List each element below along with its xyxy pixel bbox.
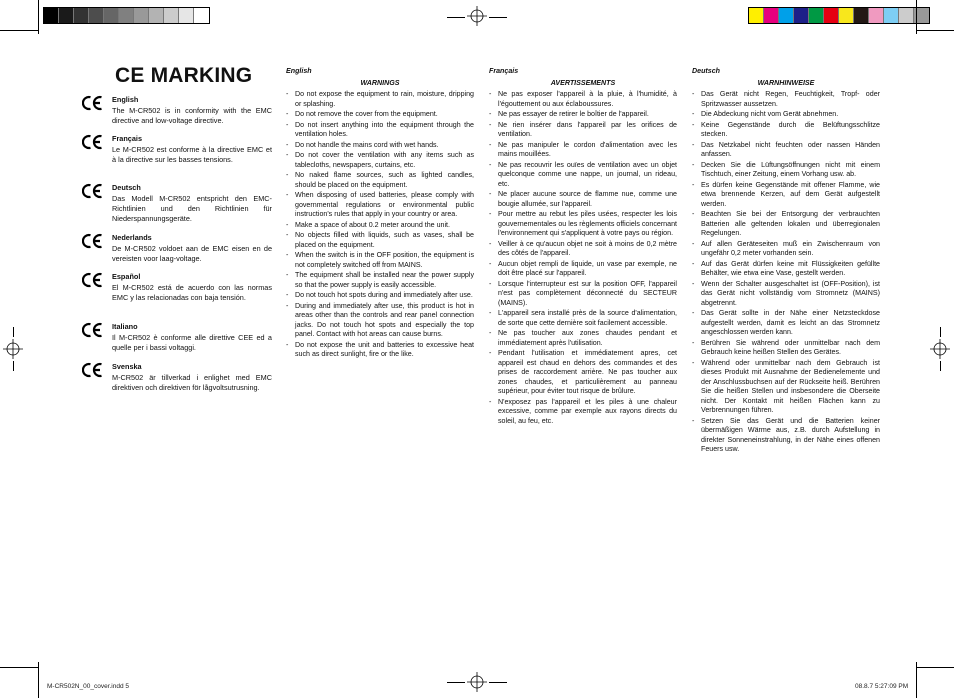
warning-text: Make a space of about 0.2 meter around the unit. (295, 220, 450, 229)
warning-item (489, 398, 677, 427)
warning-text: Es dürfen keine Gegenstände mit offener Flamme, wie etwa brennende Kerzen, auf dem Gerät aufgestellt werden. (701, 180, 880, 208)
warning-text: Die Abdeckung nicht vom Gerät abnehmen. (701, 110, 839, 118)
warning-text: Ne pas recouvrir les ouïes de ventilation avec un objet quelconque comme une nappe, un journal, un rideau, etc. (498, 160, 677, 188)
fold-mark (13, 361, 14, 371)
warning-text: Pour mettre au rebut les piles usées, respecter les lois gouvernementales ou les règlements officiels concernant l'environnement qui s'appliquent à votre pays ou région. (498, 210, 677, 237)
bullet-dash: - (286, 110, 289, 118)
bullet-dash: - (286, 340, 289, 349)
registration-mark-right (930, 339, 950, 359)
warning-text: Während oder unmittelbar nach dem Gebrauch ist dieses Produkt mit Ausnahme der Bedienelemente und der Anschlussbuchsen auf der Rückseite heiß. Berühren Sie die heißen Stellen und insbesondere die Oberseite nicht. Der Kontakt mit heißen Flächen kann zu Verbrennungen führen. (701, 358, 880, 414)
crop-mark (916, 662, 917, 698)
crop-mark (916, 667, 954, 668)
warning-item (489, 161, 677, 190)
bullet-dash: - (692, 180, 695, 189)
crop-mark (0, 667, 38, 668)
ce-lang-label: English (112, 95, 139, 104)
color-swatch (809, 8, 824, 23)
bullet-dash: - (489, 160, 492, 169)
warning-text: When disposing of used batteries, please comply with governmental regulations or environmental public instruction's rules that apply in your country or area. (295, 191, 474, 218)
column-heading: AVERTISSEMENTS (550, 78, 616, 87)
ce-lang-label: Nederlands (112, 233, 152, 242)
color-swatch (134, 8, 149, 23)
bullet-dash: - (692, 358, 695, 367)
color-swatch (89, 8, 104, 23)
ce-lang-label: Français (112, 134, 143, 143)
warning-text: Do not touch hot spots during and immediately after use. (295, 291, 473, 299)
bullet-dash: - (489, 239, 492, 248)
color-swatch (884, 8, 899, 23)
warning-item (286, 231, 474, 250)
bullet-dash: - (286, 231, 289, 239)
warning-text: Das Netzkabel nicht feuchten oder nassen Händen anfassen. (701, 140, 880, 158)
bullet-dash: - (489, 397, 492, 406)
color-swatch (179, 8, 194, 23)
bullet-dash: - (692, 210, 695, 218)
registration-mark-top (467, 6, 487, 26)
bullet-dash: - (286, 251, 289, 259)
file-slug: M-CR502N_00_cover.indd 5 (47, 683, 130, 690)
column-heading: WARNHINWEISE (757, 78, 815, 87)
ce-logo-icon (82, 134, 104, 150)
warning-text: Lorsque l'interrupteur est sur la position OFF, l'appareil n'est pas complètement déconnecté du SECTEUR (MAINS). (498, 279, 677, 307)
warning-item (489, 190, 677, 209)
bullet-dash: - (692, 259, 695, 268)
crop-mark (916, 30, 954, 31)
color-swatch (44, 8, 59, 23)
ce-logo-icon (82, 362, 104, 378)
warning-text: Ne rien insérer dans l'appareil par les orifices de ventilation. (498, 120, 677, 138)
warning-item (692, 110, 880, 120)
fold-mark (447, 17, 465, 18)
ce-statement: De M-CR502 voldoet aan de EMC eisen en de vereisten voor laag-voltage. (112, 244, 272, 263)
warning-list (692, 90, 880, 455)
warning-item (692, 210, 880, 239)
bullet-dash: - (489, 329, 492, 337)
warning-item (286, 110, 474, 120)
bullet-dash: - (692, 120, 695, 129)
warning-text: Do not handle the mains cord with wet hands. (295, 140, 439, 149)
ce-logo-icon (82, 322, 104, 338)
bullet-dash: - (692, 416, 695, 425)
ce-statement: M-CR502 är tillverkad i enlighet med EMC direktiven och direktiven för lågvoltsutrusning. (112, 373, 272, 392)
warning-item (489, 210, 677, 239)
warning-text: Ne pas toucher aux zones chaudes pendant et immédiatement après l'utilisation. (498, 329, 677, 347)
bullet-dash: - (692, 110, 695, 118)
warning-item (489, 240, 677, 259)
warnings-column-english (286, 67, 474, 361)
warning-text: Berühren Sie während oder unmittelbar nach dem Gebrauch keine heißen Stellen des Gerätes. (701, 338, 880, 356)
ce-statement: Das Modell M-CR502 entspricht den EMC-Richtlinien und den Richtlinien für Niederspannungsgeräte. (112, 194, 272, 223)
color-swatch (764, 8, 779, 23)
bullet-dash: - (286, 291, 289, 299)
warning-text: The equipment shall be installed near the power supply so that the power supply is easily accessible. (295, 271, 474, 289)
color-swatch (119, 8, 134, 23)
warning-item (489, 90, 677, 109)
bullet-dash: - (286, 120, 289, 129)
ce-lang-label: Italiano (112, 322, 138, 331)
ce-statement: Le M-CR502 est conforme à la directive EMC et à la directive sur les basses tensions. (112, 145, 272, 164)
warning-text: When the switch is in the OFF position, the equipment is not completely switched off from MAINS. (295, 251, 474, 269)
fold-mark (940, 327, 941, 337)
warning-text: Veiller à ce qu'aucun objet ne soit à moins de 0,2 mètre des côtés de l'appareil. (498, 239, 677, 257)
ce-lang-label: Español (112, 272, 141, 281)
warning-text: Das Gerät sollte in der Nähe einer Netzsteckdose aufgestellt werden, damit es leicht an das Stromnetz angeschlossen werden kann. (701, 309, 880, 336)
ce-statement: El M-CR502 está de acuerdo con las normas EMC y las relacionadas con baja tensión. (112, 283, 272, 302)
column-language: Français (489, 67, 519, 75)
warning-text: Decken Sie die Lüftungsöffnungen nicht mit einem Tischtuch, einer Zeitung, einem Vorhang usw. ab. (701, 160, 880, 178)
warning-item (692, 339, 880, 358)
bullet-dash: - (286, 140, 289, 149)
bullet-dash: - (692, 160, 695, 169)
bullet-dash: - (489, 120, 492, 129)
bullet-dash: - (489, 210, 492, 218)
warning-item (286, 151, 474, 170)
warning-item (489, 141, 677, 160)
bullet-dash: - (692, 239, 695, 248)
warning-item (692, 121, 880, 140)
color-swatch (899, 8, 914, 23)
warning-text: Do not expose the unit and batteries to excessive heat such as direct sunlight, fire or the like. (295, 340, 474, 358)
crop-mark (38, 662, 39, 698)
crop-mark (38, 0, 39, 34)
warning-item (286, 341, 474, 360)
warning-text: Auf das Gerät dürfen keine mit Flüssigkeiten gefüllte Behälter, wie etwa eine Vase, gestellt werden. (701, 259, 880, 277)
warning-item (286, 291, 474, 301)
color-swatch (869, 8, 884, 23)
warning-item (489, 280, 677, 309)
date-slug: 08.8.7 5:27:09 PM (855, 683, 909, 690)
column-heading: WARNINGS (360, 78, 400, 87)
warnings-column-deutsch (692, 67, 880, 456)
color-swatch (779, 8, 794, 23)
warning-text: Ne pas exposer l'appareil à la pluie, à l'humidité, à l'égouttement ou aux éclaboussures. (498, 90, 677, 108)
warning-item (692, 90, 880, 109)
warning-text: Ne pas essayer de retirer le boîtier de l'appareil. (498, 110, 649, 118)
ce-statement: The M-CR502 is in conformity with the EMC directive and low-voltage directive. (112, 106, 272, 125)
color-swatch (194, 8, 209, 23)
color-swatch (74, 8, 89, 23)
ce-marking-title: CE MARKING (115, 64, 253, 87)
warning-text: Setzen Sie das Gerät und die Batterien keiner übermäßigen Wärme aus, z.B. durch Aufstellung in direkter Sonneneinstrahlung, in der Nähe eines offenen Feuers usw. (701, 416, 880, 453)
warning-text: Das Gerät nicht Regen, Feuchtigkeit, Tropf- oder Spritzwasser aussetzen. (701, 90, 880, 108)
bullet-dash: - (286, 271, 289, 279)
warning-text: Ne pas manipuler le cordon d'alimentation avec les mains mouillées. (498, 140, 677, 158)
registration-mark-left (3, 339, 23, 359)
warning-text: Keine Gegenstände durch die Belüftungsschlitze stecken. (701, 120, 880, 138)
warning-item (286, 251, 474, 270)
bullet-dash: - (692, 90, 695, 98)
crop-mark (916, 0, 917, 34)
warning-item (489, 121, 677, 140)
ce-statement: Il M-CR502 è conforme alle direttive CEE ed a quelle per i bassi voltaggi. (112, 333, 272, 352)
warning-text: Aucun objet rempli de liquide, un vase par exemple, ne doit être placé sur l'appareil. (498, 259, 677, 277)
color-swatch (839, 8, 854, 23)
warning-item (489, 110, 677, 120)
fold-mark (940, 361, 941, 371)
warning-text: L'appareil sera installé près de la source d'alimentation, de sorte que cette dernière soit facilement accessible. (498, 309, 677, 327)
warning-item (286, 121, 474, 140)
color-swatch (749, 8, 764, 23)
warning-item (692, 141, 880, 160)
ce-logo-icon (82, 233, 104, 249)
warning-item (692, 309, 880, 338)
warning-item (286, 191, 474, 220)
bullet-dash: - (286, 151, 289, 159)
warning-text: Ne placer aucune source de flamme nue, comme une bougie allumée, sur l'appareil. (498, 190, 677, 208)
warning-text: Do not insert anything into the equipment through the ventilation holes. (295, 120, 474, 138)
warning-item (692, 359, 880, 416)
warning-text: N'exposez pas l'appareil et les piles à une chaleur excessive, comme par exemple aux rayons directs du soleil, au feu, etc. (498, 397, 677, 425)
bullet-dash: - (692, 279, 695, 288)
color-swatch (854, 8, 869, 23)
bullet-dash: - (286, 220, 289, 229)
bullet-dash: - (286, 191, 289, 199)
warning-text: Do not remove the cover from the equipment. (295, 110, 438, 118)
bullet-dash: - (692, 309, 695, 317)
warning-text: Wenn der Schalter ausgeschaltet ist (OFF-Position), ist das Gerät nicht vollständig vom Stromnetz (MAINS) abgetrennt. (701, 279, 880, 307)
fold-mark (13, 327, 14, 337)
warning-item (692, 240, 880, 259)
bullet-dash: - (286, 90, 289, 98)
bullet-dash: - (692, 140, 695, 149)
bullet-dash: - (489, 309, 492, 317)
warning-list (286, 90, 474, 360)
column-language: Deutsch (692, 67, 720, 75)
color-swatch (149, 8, 164, 23)
ce-logo-icon (82, 183, 104, 199)
warning-text: No naked flame sources, such as lighted candles, should be placed on the equipment. (295, 171, 474, 189)
process-color-bar (748, 7, 930, 24)
ce-lang-label: Deutsch (112, 183, 141, 192)
bullet-dash: - (489, 190, 492, 198)
column-language: English (286, 67, 312, 75)
warning-item (692, 181, 880, 210)
registration-mark-bottom (467, 672, 487, 692)
warning-text: Do not expose the equipment to rain, moisture, dripping or splashing. (295, 90, 474, 108)
warning-item (489, 260, 677, 279)
warning-item (286, 271, 474, 290)
bullet-dash: - (692, 338, 695, 347)
fold-mark (489, 682, 507, 683)
warning-item (286, 90, 474, 109)
warning-text: Auf allen Geräteseiten muß ein Zwischenraum von ungefähr 0,2 meter vorhanden sein. (701, 239, 880, 257)
bullet-dash: - (489, 140, 492, 149)
warning-item (489, 349, 677, 397)
warning-list (489, 90, 677, 426)
bullet-dash: - (489, 349, 492, 357)
warning-item (286, 171, 474, 190)
bullet-dash: - (489, 90, 492, 98)
warning-item (286, 302, 474, 340)
warning-text: Beachten Sie bei der Entsorgung der verbrauchten Batterien alle geltenden lokalen und überregionalen Regelungen. (701, 210, 880, 237)
color-swatch (794, 8, 809, 23)
warning-text: Do not cover the ventilation with any items such as tablecloths, newspapers, curtains, etc. (295, 151, 474, 169)
crop-mark (0, 30, 38, 31)
color-swatch (164, 8, 179, 23)
warning-item (489, 329, 677, 348)
warning-item (692, 260, 880, 279)
warning-item (692, 417, 880, 455)
warnings-column-francais (489, 67, 677, 427)
color-swatch (824, 8, 839, 23)
fold-mark (489, 17, 507, 18)
warning-item (692, 280, 880, 309)
warning-item (692, 161, 880, 180)
bullet-dash: - (489, 279, 492, 288)
warning-item (286, 141, 474, 151)
ce-logo-icon (82, 95, 104, 111)
grey-ramp-bar (43, 7, 210, 24)
warning-text: No objects filled with liquids, such as vases, shall be placed on the equipment. (295, 231, 474, 249)
warning-text: During and immediately after use, this product is hot in areas other than the controls and rear panel connection jacks. Do not touch hot spots and especially the top panel. Contact with hot areas can cause burns. (295, 301, 474, 338)
fold-mark (447, 682, 465, 683)
ce-logo-icon (82, 272, 104, 288)
warning-item (489, 309, 677, 328)
warning-text: Pendant l'utilisation et immédiatement apres, cet appareil est chaud en dehors des commandes et des prises de raccordement arrière. Ne pas toucher aux zones chaudes, et particulièrement au panneau supérieur, pour éviter tout risque de brûlure. (498, 349, 677, 395)
bullet-dash: - (489, 259, 492, 268)
bullet-dash: - (489, 110, 492, 118)
warning-item (286, 221, 474, 231)
color-swatch (59, 8, 74, 23)
color-swatch (104, 8, 119, 23)
bullet-dash: - (286, 171, 289, 179)
bullet-dash: - (286, 301, 289, 310)
ce-lang-label: Svenska (112, 362, 142, 371)
